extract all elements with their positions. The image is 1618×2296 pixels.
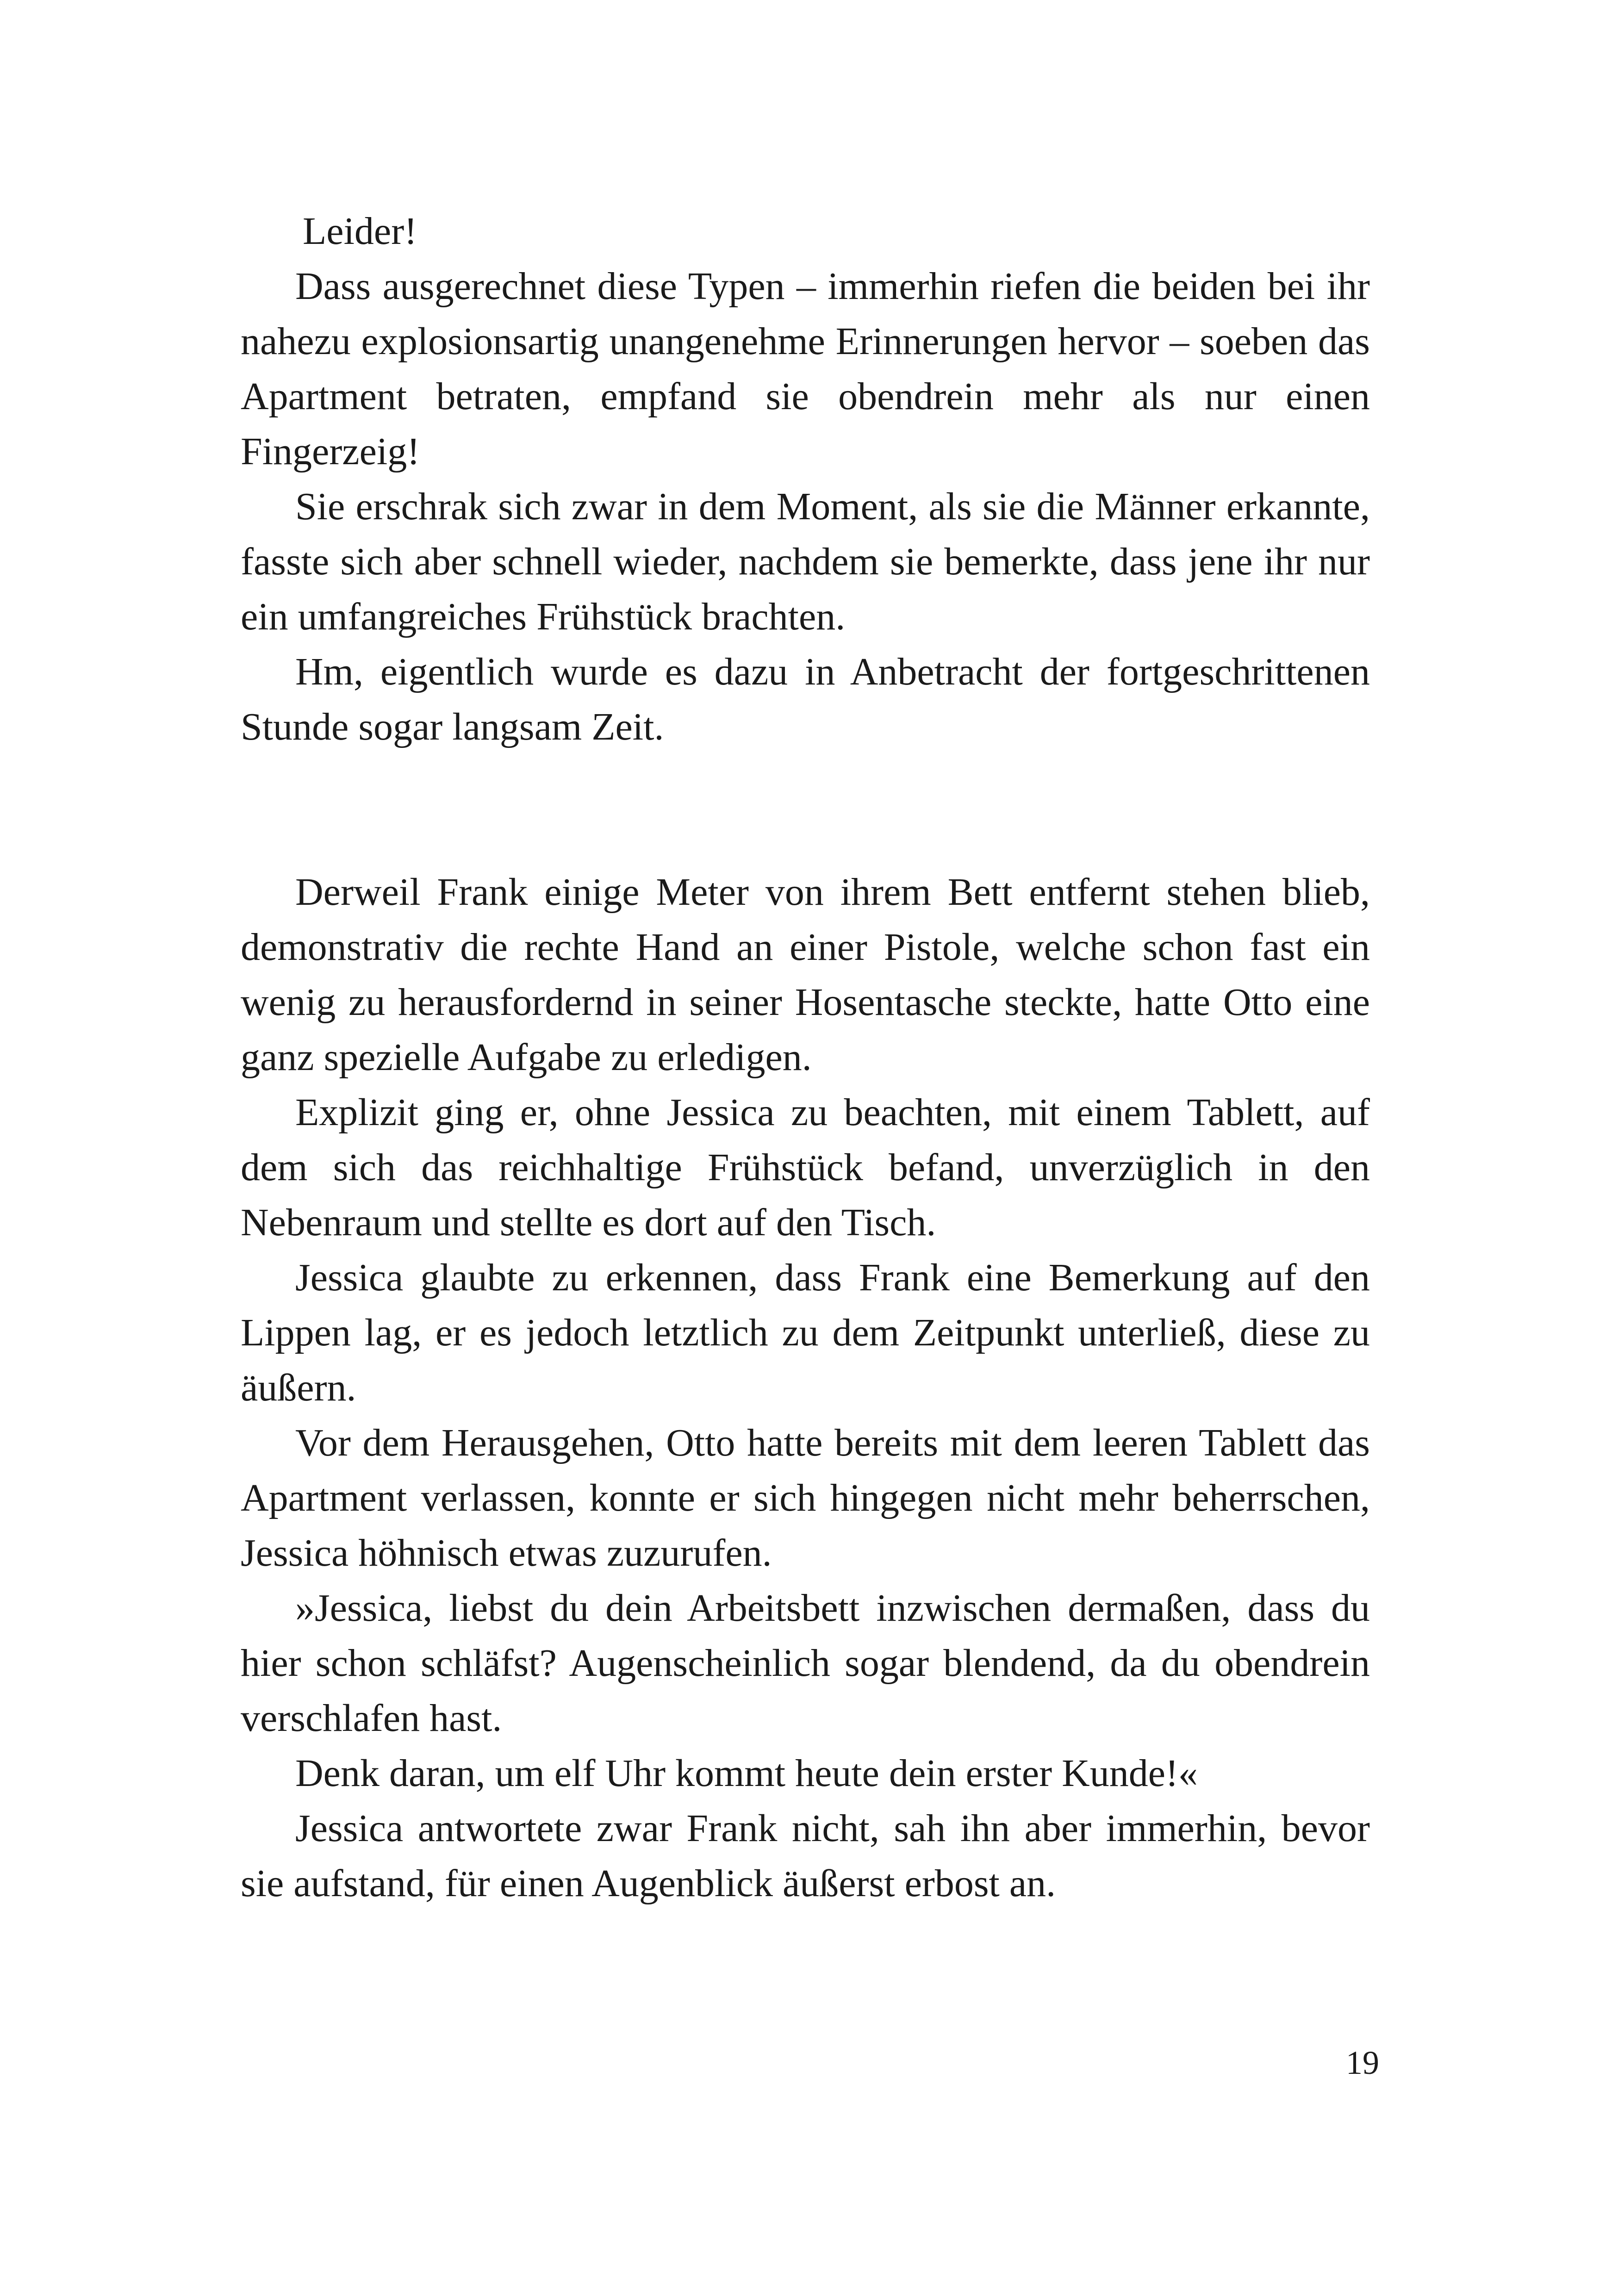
paragraph: Sie erschrak sich zwar in dem Moment, als sie die Männer erkannte, fasste sich aber schnell wieder, nachdem sie bemerkte, dass jene ihr nur ein umfangreiches Frühstück brachten. <box>241 485 1370 638</box>
paragraph: Dass ausgerechnet diese Typen – immerhin riefen die beiden bei ihr nahezu explosionsartig unangenehme Erinnerungen hervor – soeben das Apartment betraten, empfand sie obendrein mehr als nur einen Fingerzeig! <box>241 265 1370 473</box>
paragraph: Hm, eigentlich wurde es dazu in Anbetracht der fortgeschrittenen Stunde sogar langsam Zeit. <box>241 650 1370 748</box>
paragraph: Explizit ging er, ohne Jessica zu beachten, mit einem Tablett, auf dem sich das reichhaltige Frühstück befand, unverzüglich in den Nebenraum und stellte es dort auf den Tisch. <box>241 1091 1370 1244</box>
paragraph: Jessica antwortete zwar Frank nicht, sah ihn aber immerhin, bevor sie aufstand, für einen Augenblick äußerst erbost an. <box>241 1807 1370 1905</box>
body-text <box>241 204 1370 1911</box>
paragraph: Jessica glaubte zu erkennen, dass Frank eine Bemerkung auf den Lippen lag, er es jedoch letztlich zu dem Zeitpunkt unterließ, diese zu äußern. <box>241 1256 1370 1409</box>
paragraph: Denk daran, um elf Uhr kommt heute dein erster Kunde!« <box>295 1752 1198 1795</box>
paragraph: Derweil Frank einige Meter von ihrem Bett entfernt stehen blieb, demonstrativ die rechte Hand an einer Pistole, welche schon fast ein wenig zu herausfordernd in seiner Hosentasche steckte, hatte Otto eine ganz spezielle Aufgabe zu erledigen. <box>241 871 1370 1079</box>
paragraph: Vor dem Herausgehen, Otto hatte bereits mit dem leeren Tablett das Apartment verlassen, konnte er sich hingegen nicht mehr beherrschen, Jessica höhnisch etwas zuzurufen. <box>241 1421 1370 1574</box>
paragraph: Leider! <box>303 210 417 253</box>
page-number: 19 <box>1346 2044 1379 2081</box>
paragraph: »Jessica, liebst du dein Arbeitsbett inzwischen dermaßen, dass du hier schon schläfst? Augenscheinlich sogar blendend, da du obendrein verschlafen hast. <box>241 1587 1370 1740</box>
